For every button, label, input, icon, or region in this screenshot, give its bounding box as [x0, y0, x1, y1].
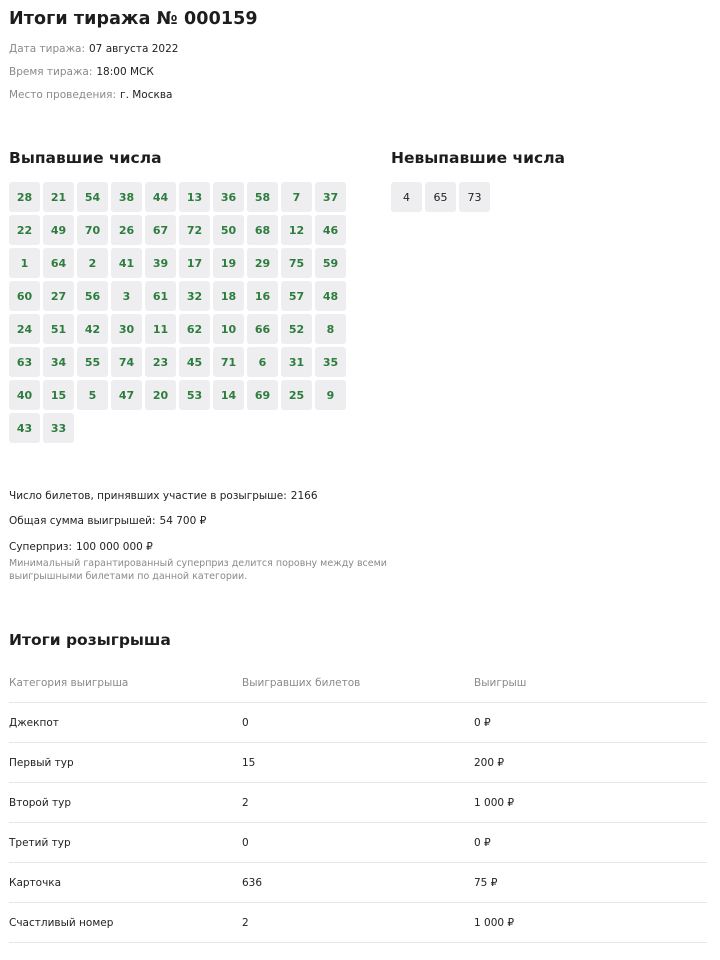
drawn-number-ball: 8 — [315, 314, 346, 344]
prize-cell: 1 000 ₽ — [474, 903, 707, 943]
drawn-number-ball: 64 — [43, 248, 74, 278]
drawn-number-ball: 32 — [179, 281, 210, 311]
drawn-number-ball: 67 — [145, 215, 176, 245]
draw-place-value: г. Москва — [120, 89, 173, 101]
drawn-number-ball: 16 — [247, 281, 278, 311]
drawn-number-ball: 5 — [77, 380, 108, 410]
drawn-number-ball: 24 — [9, 314, 40, 344]
drawn-number-ball: 34 — [43, 347, 74, 377]
drawn-number-ball: 59 — [315, 248, 346, 278]
drawn-number-ball: 13 — [179, 182, 210, 212]
drawn-number-ball: 45 — [179, 347, 210, 377]
drawn-number-ball: 37 — [315, 182, 346, 212]
superprize-label: Суперприз: — [9, 541, 73, 553]
table-row — [9, 783, 707, 823]
drawn-number-ball: 7 — [281, 182, 312, 212]
drawn-number-ball: 38 — [111, 182, 142, 212]
drawn-number-ball: 29 — [247, 248, 278, 278]
drawn-number-ball: 47 — [111, 380, 142, 410]
results-title: Итоги розыгрыша — [9, 631, 171, 649]
drawn-number-ball: 62 — [179, 314, 210, 344]
drawn-number-ball: 1 — [9, 248, 40, 278]
table-row — [9, 743, 707, 783]
drawn-number-ball: 49 — [43, 215, 74, 245]
page-title: Итоги тиража № 000159 — [9, 9, 258, 29]
missed-number-ball: 65 — [425, 182, 456, 212]
drawn-number-ball: 17 — [179, 248, 210, 278]
tickets-count-row — [9, 490, 318, 502]
drawn-number-ball: 58 — [247, 182, 278, 212]
draw-place-row — [9, 89, 172, 101]
draw-date-value: 07 августа 2022 — [89, 43, 179, 55]
table-row — [9, 903, 707, 943]
draw-date-label: Дата тиража: — [9, 43, 85, 55]
drawn-number-ball: 71 — [213, 347, 244, 377]
prize-cell: 75 ₽ — [474, 863, 707, 903]
superprize-value: 100 000 000 ₽ — [76, 541, 153, 553]
winners-cell: 2 — [242, 903, 474, 943]
drawn-number-ball: 12 — [281, 215, 312, 245]
drawn-number-ball: 75 — [281, 248, 312, 278]
tickets-count-label: Число билетов, принявших участие в розыгрыше: — [9, 490, 287, 502]
total-winnings-value: 54 700 ₽ — [159, 515, 207, 527]
drawn-number-ball: 11 — [145, 314, 176, 344]
table-row — [9, 863, 707, 903]
table-row — [9, 703, 707, 743]
missed-numbers-title: Невыпавшие числа — [391, 149, 566, 167]
category-cell: Второй тур — [9, 783, 242, 823]
prize-cell: 0 ₽ — [474, 703, 707, 743]
drawn-number-ball: 56 — [77, 281, 108, 311]
drawn-number-ball: 51 — [43, 314, 74, 344]
drawn-number-ball: 57 — [281, 281, 312, 311]
drawn-numbers-title: Выпавшие числа — [9, 149, 162, 167]
drawn-number-ball: 3 — [111, 281, 142, 311]
drawn-number-ball: 46 — [315, 215, 346, 245]
drawn-number-ball: 43 — [9, 413, 40, 443]
missed-numbers-grid — [391, 182, 490, 212]
drawn-number-ball: 68 — [247, 215, 278, 245]
drawn-number-ball: 55 — [77, 347, 108, 377]
drawn-number-ball: 54 — [77, 182, 108, 212]
results-table — [9, 663, 707, 943]
results-header-row — [9, 663, 707, 703]
missed-number-ball: 4 — [391, 182, 422, 212]
category-cell: Первый тур — [9, 743, 242, 783]
drawn-number-ball: 18 — [213, 281, 244, 311]
drawn-number-ball: 27 — [43, 281, 74, 311]
drawn-numbers-grid — [9, 182, 346, 443]
drawn-number-ball: 35 — [315, 347, 346, 377]
drawn-number-ball: 44 — [145, 182, 176, 212]
drawn-number-ball: 30 — [111, 314, 142, 344]
column-header-prize: Выигрыш — [474, 663, 707, 703]
drawn-number-ball: 74 — [111, 347, 142, 377]
drawn-number-ball: 22 — [9, 215, 40, 245]
prize-cell: 1 000 ₽ — [474, 783, 707, 823]
category-cell: Счастливый номер — [9, 903, 242, 943]
winners-cell: 0 — [242, 703, 474, 743]
total-winnings-label: Общая сумма выигрышей: — [9, 515, 156, 527]
draw-time-label: Время тиража: — [9, 66, 93, 78]
drawn-number-ball: 15 — [43, 380, 74, 410]
drawn-number-ball: 53 — [179, 380, 210, 410]
drawn-number-ball: 36 — [213, 182, 244, 212]
drawn-number-ball: 20 — [145, 380, 176, 410]
draw-date-row — [9, 43, 178, 55]
column-header-category: Категория выигрыша — [9, 663, 242, 703]
drawn-number-ball: 19 — [213, 248, 244, 278]
winners-cell: 636 — [242, 863, 474, 903]
category-cell: Третий тур — [9, 823, 242, 863]
category-cell: Карточка — [9, 863, 242, 903]
table-row — [9, 823, 707, 863]
drawn-number-ball: 26 — [111, 215, 142, 245]
drawn-number-ball: 40 — [9, 380, 40, 410]
tickets-count-value: 2166 — [290, 490, 318, 502]
drawn-number-ball: 52 — [281, 314, 312, 344]
prize-cell: 0 ₽ — [474, 823, 707, 863]
drawn-number-ball: 66 — [247, 314, 278, 344]
drawn-number-ball: 2 — [77, 248, 108, 278]
drawn-number-ball: 70 — [77, 215, 108, 245]
drawn-number-ball: 14 — [213, 380, 244, 410]
drawn-number-ball: 50 — [213, 215, 244, 245]
drawn-number-ball: 31 — [281, 347, 312, 377]
winners-cell: 0 — [242, 823, 474, 863]
drawn-number-ball: 41 — [111, 248, 142, 278]
drawn-number-ball: 23 — [145, 347, 176, 377]
total-winnings-row — [9, 515, 206, 527]
missed-number-ball: 73 — [459, 182, 490, 212]
drawn-number-ball: 25 — [281, 380, 312, 410]
drawn-number-ball: 69 — [247, 380, 278, 410]
drawn-number-ball: 6 — [247, 347, 278, 377]
drawn-number-ball: 28 — [9, 182, 40, 212]
drawn-number-ball: 10 — [213, 314, 244, 344]
drawn-number-ball: 63 — [9, 347, 40, 377]
drawn-number-ball: 72 — [179, 215, 210, 245]
drawn-number-ball: 21 — [43, 182, 74, 212]
winners-cell: 2 — [242, 783, 474, 823]
draw-time-value: 18:00 МСК — [96, 66, 154, 78]
drawn-number-ball: 39 — [145, 248, 176, 278]
drawn-number-ball: 48 — [315, 281, 346, 311]
drawn-number-ball: 42 — [77, 314, 108, 344]
drawn-number-ball: 61 — [145, 281, 176, 311]
drawn-number-ball: 9 — [315, 380, 346, 410]
drawn-number-ball: 33 — [43, 413, 74, 443]
category-cell: Джекпот — [9, 703, 242, 743]
winners-cell: 15 — [242, 743, 474, 783]
superprize-row — [9, 541, 153, 553]
draw-time-row — [9, 66, 154, 78]
prize-cell: 200 ₽ — [474, 743, 707, 783]
drawn-number-ball: 60 — [9, 281, 40, 311]
superprize-note: Минимальный гарантированный суперприз делится поровну между всеми выигрышными билетами по данной категории. — [9, 558, 387, 582]
draw-place-label: Место проведения: — [9, 89, 117, 101]
column-header-winners: Выигравших билетов — [242, 663, 474, 703]
